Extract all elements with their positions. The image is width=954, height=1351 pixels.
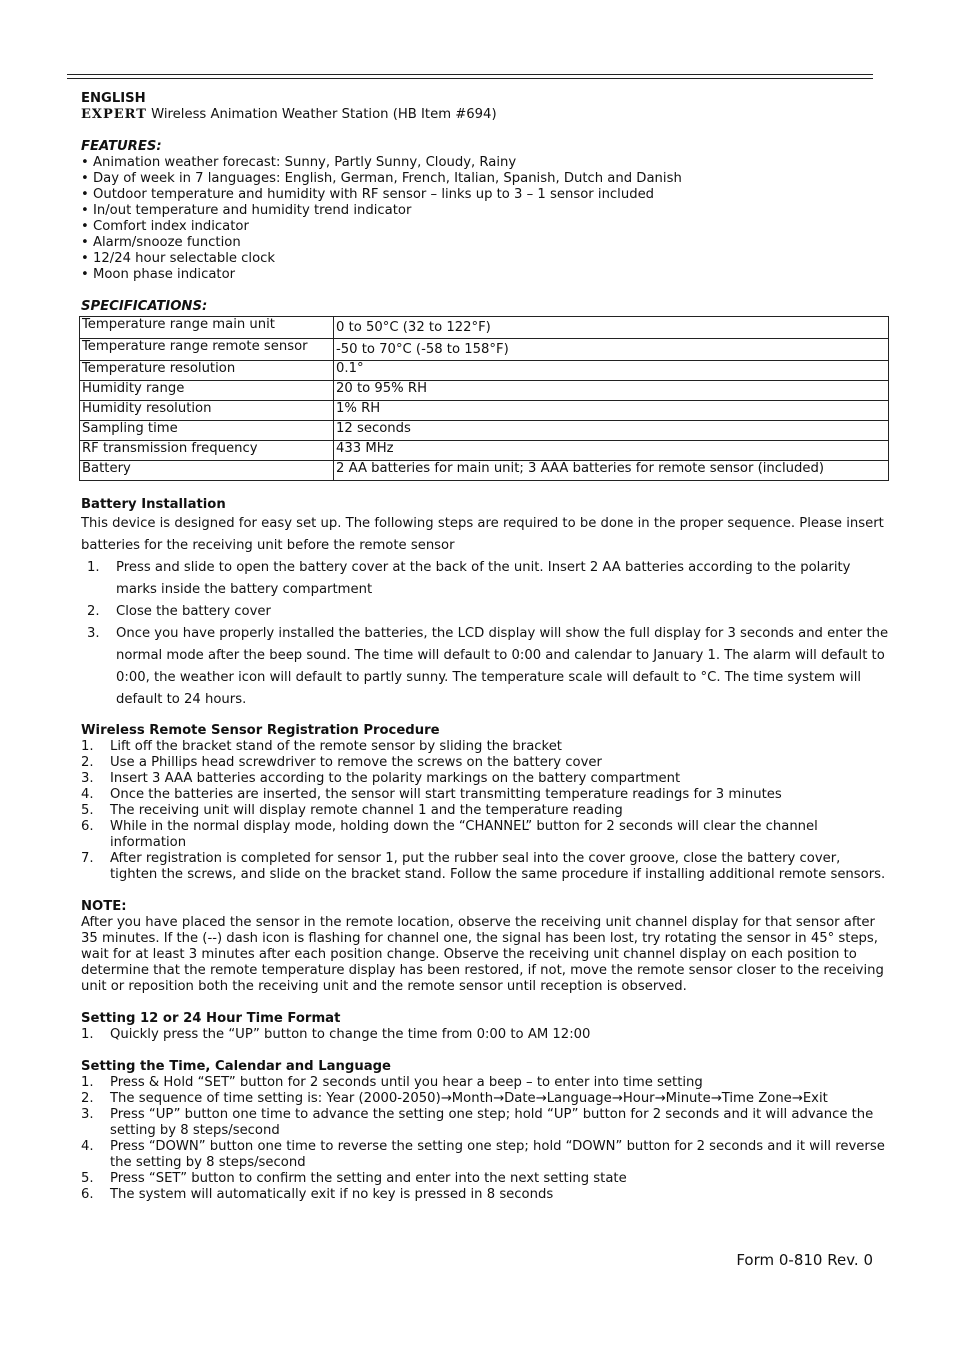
- spacer: [81, 995, 891, 1011]
- table-row: [80, 421, 889, 441]
- step-number: 2.: [87, 604, 100, 619]
- spec-value: 1% RH: [334, 401, 889, 421]
- language-heading: ENGLISH: [81, 91, 146, 106]
- list-item: • 12/24 hour selectable clock: [81, 251, 891, 267]
- time-format-steps: [81, 1027, 891, 1043]
- spec-key: Sampling time: [80, 421, 334, 441]
- table-row: [80, 381, 889, 401]
- list-item: • Comfort index indicator: [81, 219, 891, 235]
- step-text: The receiving unit will display remote channel 1 and the temperature reading: [110, 803, 623, 818]
- spec-value: 0 to 50°C (32 to 122°F): [334, 317, 889, 339]
- step-text: Insert 3 AAA batteries according to the polarity markings on the battery compartment: [110, 771, 681, 786]
- step-text: Quickly press the “UP” button to change the time from 0:00 to AM 12:00: [110, 1027, 591, 1042]
- step-number: 3.: [87, 626, 100, 641]
- list-item: • Alarm/snooze function: [81, 235, 891, 251]
- step-number: 3.: [81, 771, 94, 786]
- note-text: After you have placed the sensor in the remote location, observe the receiving unit channel display for that sensor after 35 minutes. If the (--) dash icon is flashing for channel one, the signal has been lost, try rotating the sensor in 45° steps, wait for at least 3 minutes after each position change. Observe the receiving unit channel display on each position to determine that the remote temperature display has been restored, if not, move the remote sensor closer to the receiving unit or reposition both the receiving unit and the remote sensor until reception is observed.: [81, 915, 884, 994]
- spec-key: RF transmission frequency: [80, 441, 334, 461]
- table-row: [80, 401, 889, 421]
- step-text: Press “UP” button one time to advance the setting one step; hold “UP” button for 2 seconds and it will advance the setting by 8 steps/second: [110, 1107, 874, 1138]
- features-list: [81, 155, 891, 283]
- list-item: [81, 557, 891, 601]
- product-line: [81, 107, 891, 123]
- list-item: [81, 1091, 891, 1107]
- step-number: 2.: [81, 1091, 94, 1106]
- step-text: Lift off the bracket stand of the remote sensor by sliding the bracket: [110, 739, 562, 754]
- step-number: 5.: [81, 803, 94, 818]
- list-item: [81, 1027, 891, 1043]
- registration-steps: [81, 739, 891, 883]
- step-number: 1.: [81, 1075, 94, 1090]
- table-row: [80, 441, 889, 461]
- spec-value: -50 to 70°C (-58 to 158°F): [334, 339, 889, 361]
- list-item: [81, 623, 891, 711]
- document-body: [81, 91, 891, 1203]
- list-item: [81, 739, 891, 755]
- spec-value: 0.1°: [334, 361, 889, 381]
- list-item: [81, 1171, 891, 1187]
- spec-key: Battery: [80, 461, 334, 481]
- battery-intro: This device is designed for easy set up. The following steps are required to be done in the proper sequence. Please insert batteries for the receiving unit before the remote sensor: [81, 516, 884, 553]
- list-item: • Moon phase indicator: [81, 267, 891, 283]
- step-number: 5.: [81, 1171, 94, 1186]
- list-item: [81, 803, 891, 819]
- step-number: 1.: [81, 739, 94, 754]
- step-number: 4.: [81, 787, 94, 802]
- spacer: [81, 1043, 891, 1059]
- step-number: 6.: [81, 819, 94, 834]
- table-row: [80, 361, 889, 381]
- step-text: Press & Hold “SET” button for 2 seconds until you hear a beep – to enter into time setting: [110, 1075, 703, 1090]
- table-row: [80, 461, 889, 481]
- spec-key: Temperature range main unit: [80, 317, 334, 339]
- time-setting-steps: [81, 1075, 891, 1203]
- spec-value: 20 to 95% RH: [334, 381, 889, 401]
- table-row: [80, 339, 889, 361]
- brand-logo-text: EXPERT: [81, 107, 147, 122]
- step-text: Use a Phillips head screwdriver to remove the screws on the battery cover: [110, 755, 602, 770]
- spec-value: 2 AA batteries for main unit; 3 AAA batteries for remote sensor (included): [334, 461, 889, 481]
- specifications-table: [79, 316, 889, 481]
- spacer: [81, 481, 891, 497]
- list-item: [81, 771, 891, 787]
- step-text: Press and slide to open the battery cover at the back of the unit. Insert 2 AA batteries according to the polarity marks inside the battery compartment: [116, 560, 851, 597]
- battery-steps: [81, 557, 891, 711]
- step-text: While in the normal display mode, holding down the “CHANNEL” button for 2 seconds will clear the channel information: [110, 819, 818, 850]
- spacer: [81, 883, 891, 899]
- step-text: Press “SET” button to confirm the setting and enter into the next setting state: [110, 1171, 627, 1186]
- spec-value: 12 seconds: [334, 421, 889, 441]
- list-item: [81, 851, 891, 883]
- step-text: Close the battery cover: [116, 604, 271, 619]
- battery-heading: Battery Installation: [81, 497, 226, 512]
- step-number: 1.: [87, 560, 100, 575]
- step-text: Once the batteries are inserted, the sensor will start transmitting temperature readings for 3 minutes: [110, 787, 782, 802]
- step-number: 3.: [81, 1107, 94, 1122]
- step-text: Once you have properly installed the batteries, the LCD display will show the full display for 3 seconds and enter the normal mode after the beep sound. The time will default to 0:00 and calendar to January 1. The alarm will default to 0:00, the weather icon will default to partly sunny. The temperature scale will default to °C. The time system will default to 24 hours.: [116, 626, 889, 707]
- time-format-heading: Setting 12 or 24 Hour Time Format: [81, 1011, 341, 1026]
- registration-heading: Wireless Remote Sensor Registration Procedure: [81, 723, 440, 738]
- spacer: [81, 711, 891, 723]
- time-setting-heading: Setting the Time, Calendar and Language: [81, 1059, 392, 1074]
- list-item: [81, 1187, 891, 1203]
- list-item: [81, 755, 891, 771]
- spec-key: Temperature resolution: [80, 361, 334, 381]
- list-item: [81, 1139, 891, 1171]
- step-text: The system will automatically exit if no key is pressed in 8 seconds: [110, 1187, 554, 1202]
- features-heading: FEATURES:: [81, 139, 162, 154]
- specifications-heading: SPECIFICATIONS:: [81, 299, 208, 314]
- step-number: 4.: [81, 1139, 94, 1154]
- table-row: [80, 317, 889, 339]
- step-number: 1.: [81, 1027, 94, 1042]
- spec-key: Temperature range remote sensor: [80, 339, 334, 361]
- list-item: [81, 1075, 891, 1091]
- list-item: • In/out temperature and humidity trend indicator: [81, 203, 891, 219]
- list-item: [81, 1107, 891, 1139]
- form-number: Form 0-810 Rev. 0: [736, 1251, 873, 1269]
- spec-key: Humidity range: [80, 381, 334, 401]
- list-item: • Outdoor temperature and humidity with RF sensor – links up to 3 – 1 sensor included: [81, 187, 891, 203]
- list-item: • Animation weather forecast: Sunny, Partly Sunny, Cloudy, Rainy: [81, 155, 891, 171]
- spec-value: 433 MHz: [334, 441, 889, 461]
- top-rule: [67, 74, 873, 79]
- list-item: [81, 787, 891, 803]
- list-item: [81, 601, 891, 623]
- step-number: 2.: [81, 755, 94, 770]
- list-item: [81, 819, 891, 851]
- step-text: After registration is completed for sensor 1, put the rubber seal into the cover groove, close the battery cover, tighten the screws, and slide on the bracket stand. Follow the same procedure if installing additional remote sensors.: [110, 851, 886, 882]
- step-number: 7.: [81, 851, 94, 866]
- step-number: 6.: [81, 1187, 94, 1202]
- list-item: • Day of week in 7 languages: English, German, French, Italian, Spanish, Dutch and Danish: [81, 171, 891, 187]
- note-heading: NOTE:: [81, 899, 127, 914]
- step-text: Press “DOWN” button one time to reverse the setting one step; hold “DOWN” button for 2 seconds and it will reverse the setting by 8 steps/second: [110, 1139, 885, 1170]
- spec-key: Humidity resolution: [80, 401, 334, 421]
- step-text: The sequence of time setting is: Year (2000-2050)→Month→Date→Language→Hour→Minute→Time Zone→Exit: [110, 1091, 828, 1106]
- product-title: Wireless Animation Weather Station (HB Item #694): [146, 107, 497, 122]
